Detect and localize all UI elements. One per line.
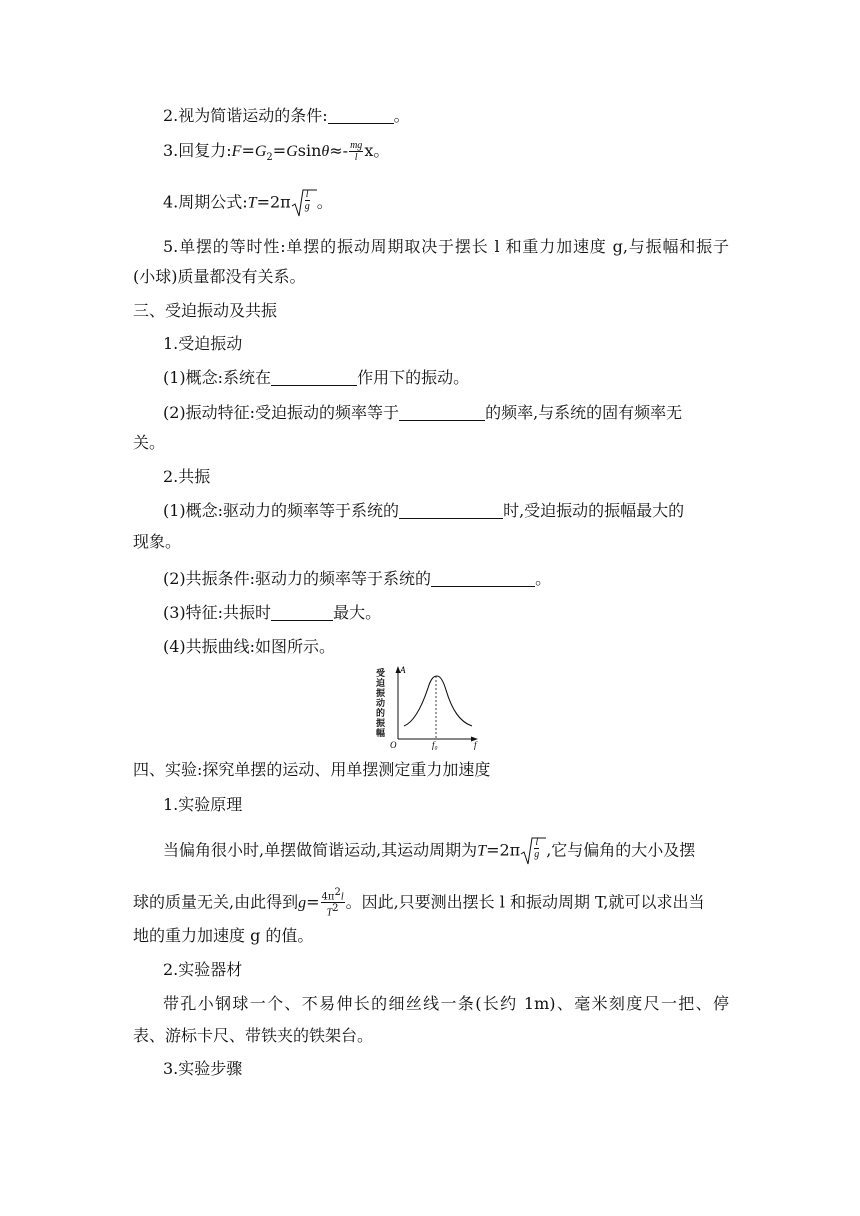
sqrt-l-over-g: l g	[520, 836, 546, 866]
figure-x-axis-label: f	[474, 740, 477, 750]
equipment-line-2: 表、游标卡尺、带铁夹的铁架台。	[133, 1026, 374, 1045]
figure-ylabel-1: 受	[376, 669, 386, 679]
principle-line-1: 当偏角很小时,单摆做简谐运动,其运动周期为T=2π l g ,它与偏角的大小及摆	[163, 836, 695, 866]
forced-feature	[163, 403, 682, 423]
figure-ylabel-3: 振	[376, 689, 386, 699]
resonance-condition	[163, 569, 551, 589]
subheading-resonance: 2.共振	[163, 467, 211, 486]
text: 2.视为简谐运动的条件:	[163, 106, 328, 125]
sqrt-l-over-g: l g	[291, 188, 317, 218]
figure-origin-label: O	[390, 740, 397, 750]
item-isochronism-2: (小球)质量都没有关系。	[133, 267, 306, 286]
text: 当偏角很小时,单摆做简谐运动,其运动周期为	[163, 840, 478, 860]
text: (3)特征:共振时	[163, 603, 272, 622]
fraction-4pi2l-over-T2: $\frac{4\pi^2l}{T^2}$	[321, 887, 344, 919]
section-heading-experiment: 四、实验:探究单摆的运动、用单摆测定重力加速度	[133, 760, 491, 779]
forced-feature-cont: 关。	[133, 433, 166, 452]
text: 的频率,与系统的固有频率无	[485, 403, 683, 422]
text: (1)概念:驱动力的频率等于系统的	[163, 501, 400, 520]
subheading-equipment: 2.实验器材	[163, 960, 243, 979]
figure-y-axis-label: A	[400, 665, 406, 675]
resonance-feature	[163, 603, 381, 623]
principle-line-2: 球的质量无关,由此得到g= $\frac{4\pi^2l}{T^2}$ 。因此,只要测出摆长 l 和振动周期 T,就可以求出当	[133, 887, 705, 919]
figure-ylabel-6: 振	[376, 719, 386, 729]
figure-ylabel-4: 动	[376, 699, 386, 709]
figure-ylabel-5: 的	[376, 709, 386, 719]
subheading-forced: 1.受迫振动	[163, 334, 243, 353]
fill-blank[interactable]	[271, 371, 357, 386]
item-shm-condition	[163, 106, 410, 126]
item-period-formula: 4.周期公式:T=2π l g 。	[163, 188, 333, 218]
forced-concept	[163, 368, 469, 388]
figure-peak-label: f₀	[432, 740, 438, 750]
principle-line-3: 地的重力加速度 g 的值。	[133, 926, 314, 945]
resonance-concept	[163, 501, 684, 521]
equipment-line-1: 带孔小钢球一个、不易伸长的细丝线一条(长约 1m)、毫米刻度尺一把、停	[163, 994, 729, 1013]
resonance-concept-cont: 现象。	[133, 532, 182, 551]
text: (2)共振条件:驱动力的频率等于系统的	[163, 569, 432, 588]
text: ,它与偏角的大小及摆	[546, 840, 696, 860]
text: 作用下的振动。	[357, 368, 470, 387]
section-heading-forced-vibration: 三、受迫振动及共振	[133, 301, 278, 320]
text: 。	[535, 569, 552, 588]
figure-ylabel-2: 迫	[376, 679, 386, 689]
subheading-procedure: 3.实验步骤	[163, 1059, 243, 1078]
text: 4.周期公式:	[163, 192, 248, 212]
fill-blank[interactable]	[328, 109, 394, 124]
fill-blank[interactable]	[271, 606, 333, 621]
fill-blank[interactable]	[431, 572, 535, 587]
resonance-curve-figure	[374, 664, 486, 750]
item-restoring-force: 3.回复力$:F=G_2=Gsin\theta\approx-$ $\frac{mg}{l}$ x。	[163, 140, 390, 164]
subheading-principle: 1.实验原理	[163, 795, 243, 814]
item-isochronism-1: 5.单摆的等时性:单摆的振动周期取决于摆长 l 和重力加速度 g,与振幅和振子	[163, 237, 729, 256]
resonance-curve-text: (4)共振曲线:如图所示。	[163, 637, 336, 656]
fill-blank[interactable]	[399, 406, 485, 421]
text: 最大。	[333, 603, 382, 622]
fraction-mg-over-l: $\frac{mg}{l}$	[350, 140, 363, 163]
text: 。	[316, 192, 333, 212]
text: 3.回复力:	[163, 141, 232, 160]
text: (2)振动特征:受迫振动的频率等于	[163, 403, 400, 422]
text: 。因此,只要测出摆长 l 和振动周期 T,就可以求出当	[345, 892, 705, 912]
text: x。	[364, 141, 390, 160]
figure-ylabel-7: 幅	[376, 729, 386, 739]
text: 球的质量无关,由此得到	[133, 892, 299, 912]
text: (1)概念:系统在	[163, 368, 272, 387]
fill-blank[interactable]	[399, 504, 503, 519]
text: 。	[393, 106, 410, 125]
text: 时,受迫振动的振幅最大的	[503, 501, 685, 520]
